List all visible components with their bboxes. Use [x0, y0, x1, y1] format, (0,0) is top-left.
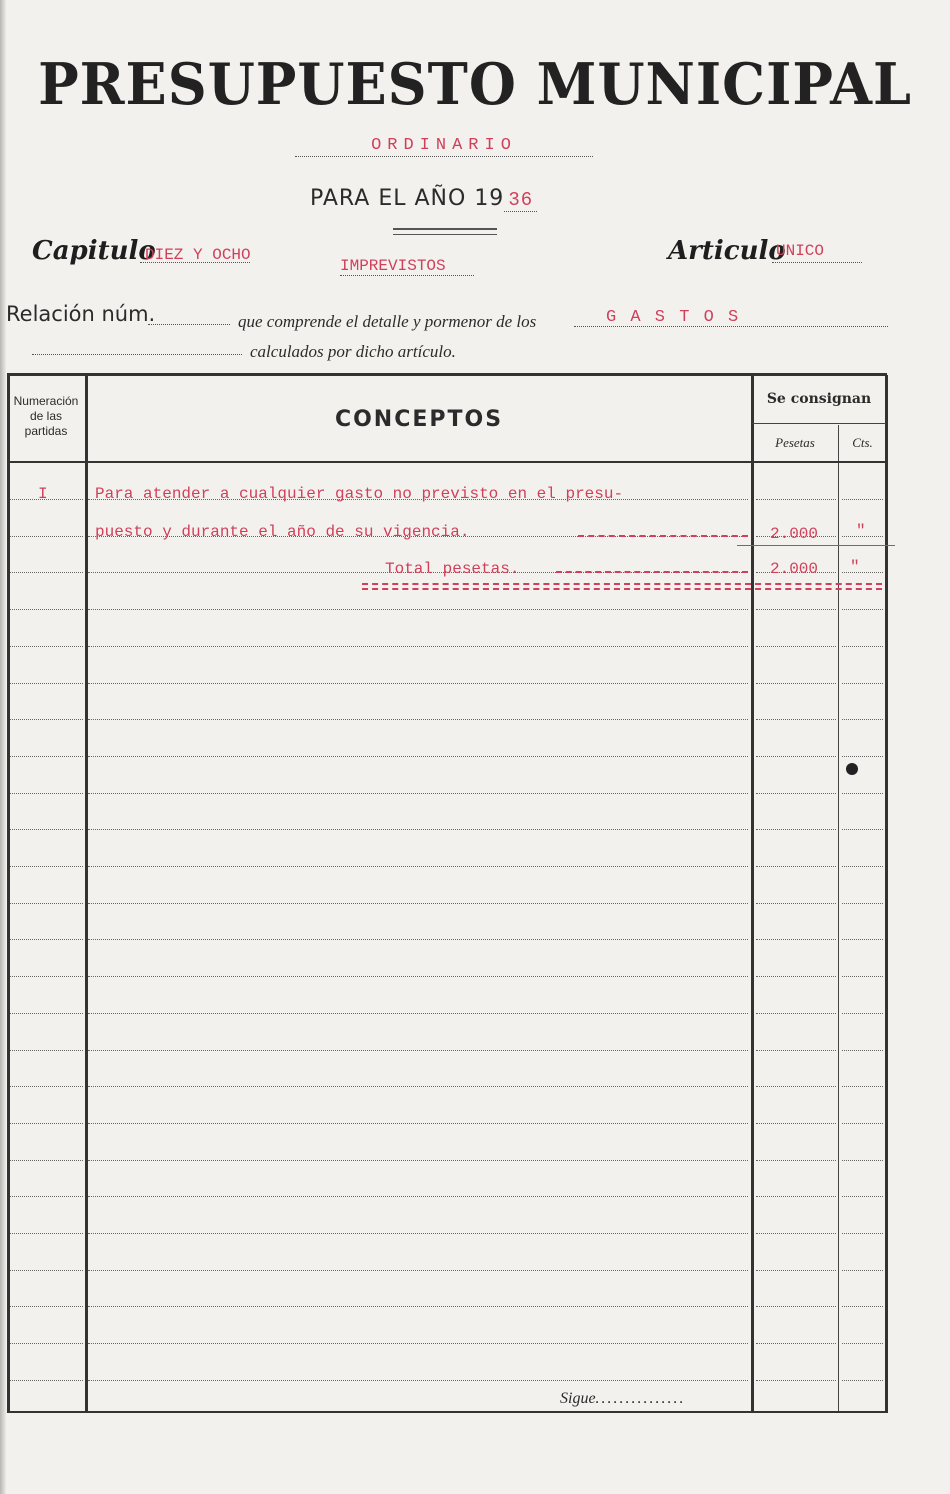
ruled-line — [10, 1233, 83, 1234]
ruled-line — [756, 609, 836, 610]
ruled-line — [88, 1380, 748, 1381]
ruled-line — [756, 499, 836, 500]
ruled-line — [756, 719, 836, 720]
capitulo-value: DIEZ Y OCHO — [145, 246, 251, 264]
ruled-line — [842, 1270, 883, 1271]
ruled-line — [10, 683, 83, 684]
table-right-border — [885, 375, 888, 1413]
ruled-line — [10, 1270, 83, 1271]
ruled-line — [10, 939, 83, 940]
total-cts: " — [850, 558, 860, 576]
ruled-line — [756, 1270, 836, 1271]
ruled-line — [88, 1050, 748, 1051]
ruled-line — [88, 1086, 748, 1087]
ruled-line — [10, 829, 83, 830]
relacion-number-field — [148, 310, 230, 325]
col-consignan-header: Se consignan — [766, 391, 872, 407]
ruled-line — [756, 976, 836, 977]
ruled-line — [88, 1343, 748, 1344]
ruled-line — [10, 793, 83, 794]
entry-line-1: Para atender a cualquier gasto no previsto en el presu- — [95, 485, 624, 503]
relacion-label: Relación núm. — [6, 302, 156, 326]
year-line — [310, 186, 537, 211]
ruled-line — [842, 793, 883, 794]
ruled-line — [756, 1086, 836, 1087]
ruled-line — [88, 976, 748, 977]
col-numeracion-header: Numeración de las partidas — [13, 394, 79, 438]
ruled-line — [756, 646, 836, 647]
ruled-line — [88, 939, 748, 940]
total-pesetas: 2.000 — [770, 560, 819, 578]
ruled-line — [10, 1013, 83, 1014]
ruled-line — [88, 829, 748, 830]
capitulo-name: IMPREVISTOS — [340, 257, 474, 276]
entry-pesetas: 2.000 — [770, 525, 819, 543]
ruled-line — [756, 1380, 836, 1381]
ruled-line — [10, 609, 83, 610]
ruled-line — [10, 1380, 83, 1381]
entry-number: I — [38, 485, 48, 503]
ruled-line — [10, 536, 83, 537]
ruled-line — [756, 1123, 836, 1124]
ruled-line — [842, 866, 883, 867]
ruled-line — [842, 719, 883, 720]
ruled-line — [756, 1196, 836, 1197]
ruled-line — [842, 939, 883, 940]
ruled-line — [756, 1160, 836, 1161]
table-top-border — [7, 373, 887, 376]
ruled-line — [842, 499, 883, 500]
ruled-line — [10, 1196, 83, 1197]
table-left-border — [7, 375, 10, 1413]
ruled-line — [842, 1306, 883, 1307]
ruled-line — [88, 756, 748, 757]
col-cts-header: Cts. — [852, 435, 873, 450]
page-edge-shadow — [0, 0, 6, 1494]
ruled-line — [88, 1123, 748, 1124]
ruled-line — [756, 756, 836, 757]
sum-underline — [737, 545, 895, 546]
articulo-label: Articulo — [668, 236, 786, 266]
ruled-line — [842, 683, 883, 684]
ruled-line — [88, 866, 748, 867]
relacion-value: G A S T O S — [606, 308, 741, 327]
ruled-line — [756, 903, 836, 904]
ruled-line — [842, 646, 883, 647]
ruled-line — [88, 683, 748, 684]
ruled-line — [10, 1050, 83, 1051]
ruled-line — [10, 1343, 83, 1344]
ruled-line — [756, 1343, 836, 1344]
ruled-line — [842, 1380, 883, 1381]
ruled-line — [10, 1086, 83, 1087]
ruled-line — [88, 903, 748, 904]
ruled-line — [842, 976, 883, 977]
consignan-underline — [752, 423, 886, 424]
ruled-line — [756, 866, 836, 867]
ruled-line — [842, 609, 883, 610]
ruled-line — [88, 1196, 748, 1197]
ruled-line — [756, 1306, 836, 1307]
ruled-line — [756, 1050, 836, 1051]
ruled-line — [88, 1306, 748, 1307]
ruled-line — [10, 903, 83, 904]
ruled-line — [842, 1233, 883, 1234]
ruled-line — [88, 646, 748, 647]
ruled-line — [842, 1343, 883, 1344]
ruled-line — [842, 903, 883, 904]
relacion-text: que comprende el detalle y pormenor de los — [238, 312, 537, 331]
ruled-line — [10, 866, 83, 867]
ruled-line — [88, 1270, 748, 1271]
ruled-line — [756, 1233, 836, 1234]
ruled-line — [756, 683, 836, 684]
ruled-line — [842, 1123, 883, 1124]
ruled-line — [10, 976, 83, 977]
ruled-line — [842, 1160, 883, 1161]
ruled-line — [88, 793, 748, 794]
entry-line-2: puesto y durante el año de su vigencia. — [95, 523, 470, 541]
sigue-label: Sigue............... — [560, 1390, 686, 1407]
ruled-line — [842, 572, 883, 573]
entry-fill-dashes — [578, 535, 748, 537]
calculados-text: calculados por dicho artículo. — [250, 342, 456, 361]
year-prefix: PARA EL AÑO 19 — [310, 186, 505, 211]
ruled-line — [842, 829, 883, 830]
decorative-rule — [393, 228, 497, 235]
ruled-line — [842, 1013, 883, 1014]
double-underline-1 — [362, 583, 882, 585]
year-suffix: 36 — [504, 189, 537, 212]
total-label: Total pesetas. — [385, 560, 520, 578]
ruled-line — [88, 609, 748, 610]
ruled-line — [88, 1013, 748, 1014]
ruled-line — [842, 1050, 883, 1051]
ruled-line — [10, 1160, 83, 1161]
ruled-line — [88, 1160, 748, 1161]
calculados-field — [32, 340, 242, 355]
ruled-line — [88, 1233, 748, 1234]
ruled-line — [10, 572, 83, 573]
ruled-line — [10, 1306, 83, 1307]
ruled-line — [756, 1013, 836, 1014]
ink-spot — [846, 763, 858, 775]
total-fill-dashes — [556, 571, 748, 573]
ruled-line — [10, 756, 83, 757]
ruled-line — [88, 719, 748, 720]
articulo-value: UNICO — [776, 242, 825, 260]
ruled-line — [756, 793, 836, 794]
entry-cts: " — [856, 522, 866, 540]
table-bottom-border — [7, 1411, 887, 1413]
col-pesetas-header: Pesetas — [775, 435, 815, 450]
budget-type-field — [295, 136, 593, 157]
ruled-line — [756, 939, 836, 940]
table-header-bottom — [7, 461, 887, 463]
table-divider-amounts — [751, 375, 754, 1413]
double-underline-2 — [362, 588, 882, 590]
ruled-line — [842, 756, 883, 757]
col-conceptos-header: CONCEPTOS — [334, 407, 504, 432]
page-title: PRESUPUESTO MUNICIPAL — [38, 50, 912, 118]
ruled-line — [842, 1196, 883, 1197]
budget-type-value: ORDINARIO — [371, 136, 517, 155]
ruled-line — [10, 646, 83, 647]
table-divider-cts — [838, 425, 839, 1413]
capitulo-label: Capitulo — [32, 236, 156, 266]
ruled-line — [842, 1086, 883, 1087]
table-divider-concepts — [85, 375, 88, 1413]
ruled-line — [756, 829, 836, 830]
ruled-line — [10, 1123, 83, 1124]
ruled-line — [10, 719, 83, 720]
